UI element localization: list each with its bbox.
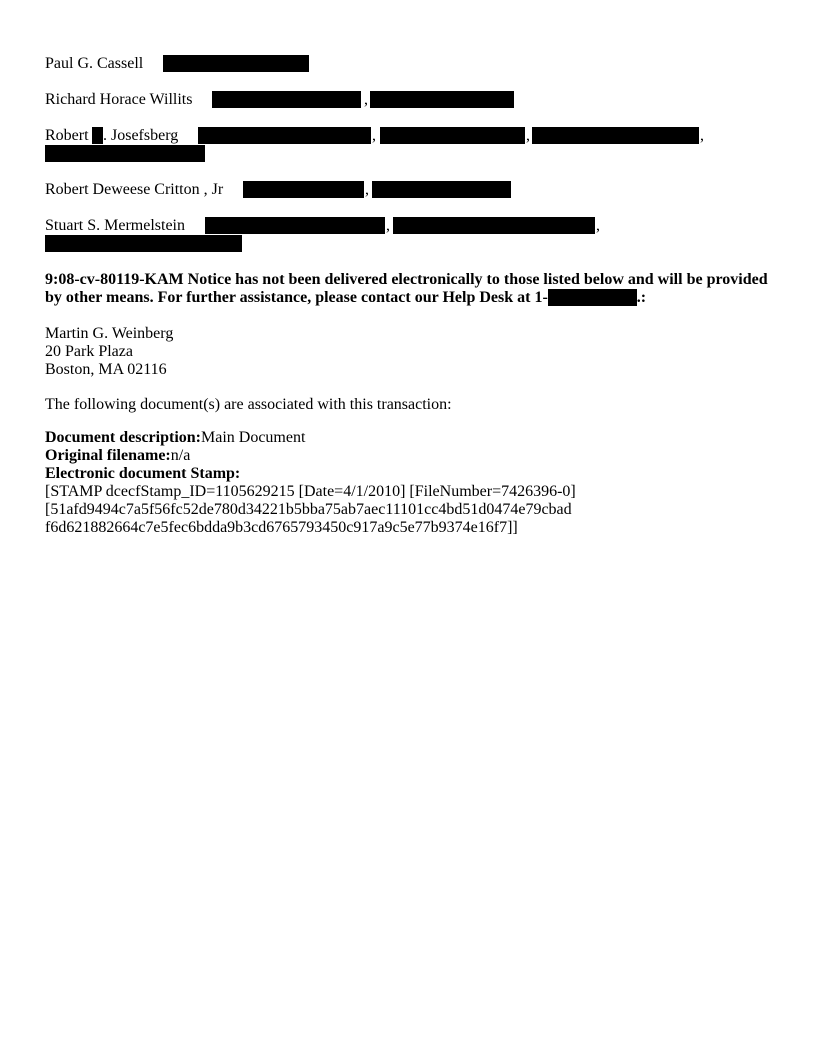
recipient-row — [45, 127, 89, 145]
email-separator: , — [386, 217, 390, 234]
stamp-text: [51afd9494c7a5f56fc52de780d34221b5bba75ab7aec11101cc4bd51d0474e79cbad — [45, 501, 572, 518]
document-description-row — [45, 429, 305, 447]
recipient-row — [45, 181, 223, 199]
recipient-name: Richard Horace Willits — [45, 91, 193, 108]
stamp-label-text: Electronic document Stamp: — [45, 465, 241, 482]
original-filename-label: Original filename: — [45, 447, 171, 464]
recipient-name: Paul G. Cassell — [45, 55, 144, 72]
redacted-email — [370, 91, 514, 108]
address-street — [45, 343, 133, 361]
redacted-email — [393, 217, 595, 234]
associated-text: The following document(s) are associated with this transaction: — [45, 396, 452, 413]
redacted-email — [212, 91, 361, 108]
original-filename-row — [45, 447, 190, 465]
recipient-name: Stuart S. Mermelstein — [45, 217, 185, 234]
redacted-middle-initial — [92, 127, 103, 144]
redacted-email — [205, 217, 385, 234]
notice-text-suffix: .: — [636, 289, 647, 306]
redacted-email — [380, 127, 525, 144]
address-street-text: 20 Park Plaza — [45, 343, 133, 360]
email-separator: , — [700, 127, 704, 144]
recipient-row — [45, 55, 143, 73]
email-separator: , — [365, 181, 369, 198]
redacted-phone — [548, 289, 637, 306]
redacted-email — [372, 181, 511, 198]
notice-text: by other means. For further assistance, please contact our Help Desk at 1- — [45, 289, 548, 306]
redacted-email — [532, 127, 699, 144]
address-name-text: Martin G. Weinberg — [45, 325, 174, 342]
redacted-email — [45, 145, 205, 162]
redacted-email — [243, 181, 364, 198]
stamp-line — [45, 501, 572, 519]
address-name — [45, 325, 173, 343]
associated-documents-text — [45, 396, 452, 414]
electronic-stamp-label — [45, 465, 240, 483]
recipient-name-prefix: Robert — [45, 127, 89, 144]
redacted-email — [45, 235, 242, 252]
recipient-name-suffix: . Josefsberg — [103, 127, 179, 144]
email-separator: , — [526, 127, 530, 144]
redacted-email — [198, 127, 371, 144]
document-description-value: Main Document — [200, 429, 306, 446]
recipient-row — [45, 217, 185, 235]
stamp-text: f6d621882664c7e5fec6bdda9b3cd6765793450c917a9c5e77b9374e16f7]] — [45, 519, 518, 536]
delivery-notice-line-2 — [45, 289, 646, 307]
recipient-name: Robert Deweese Critton , Jr — [45, 181, 224, 198]
recipient-row-suffix — [103, 127, 178, 145]
original-filename-value: n/a — [170, 447, 191, 464]
recipient-row — [45, 91, 192, 109]
stamp-line — [45, 483, 576, 501]
notice-text: 9:08-cv-80119-KAM Notice has not been delivered electronically to those listed below and will be provided — [45, 271, 768, 288]
stamp-line — [45, 519, 518, 537]
email-separator: , — [372, 127, 376, 144]
document-description-label: Document description: — [45, 429, 201, 446]
delivery-notice-line-1 — [45, 271, 768, 289]
stamp-text: [STAMP dcecfStamp_ID=1105629215 [Date=4/1/2010] [FileNumber=7426396-0] — [45, 483, 576, 500]
address-city — [45, 361, 167, 379]
email-separator: , — [364, 91, 368, 108]
address-city-text: Boston, MA 02116 — [45, 361, 167, 378]
redacted-email — [163, 55, 309, 72]
email-separator: , — [596, 217, 600, 234]
